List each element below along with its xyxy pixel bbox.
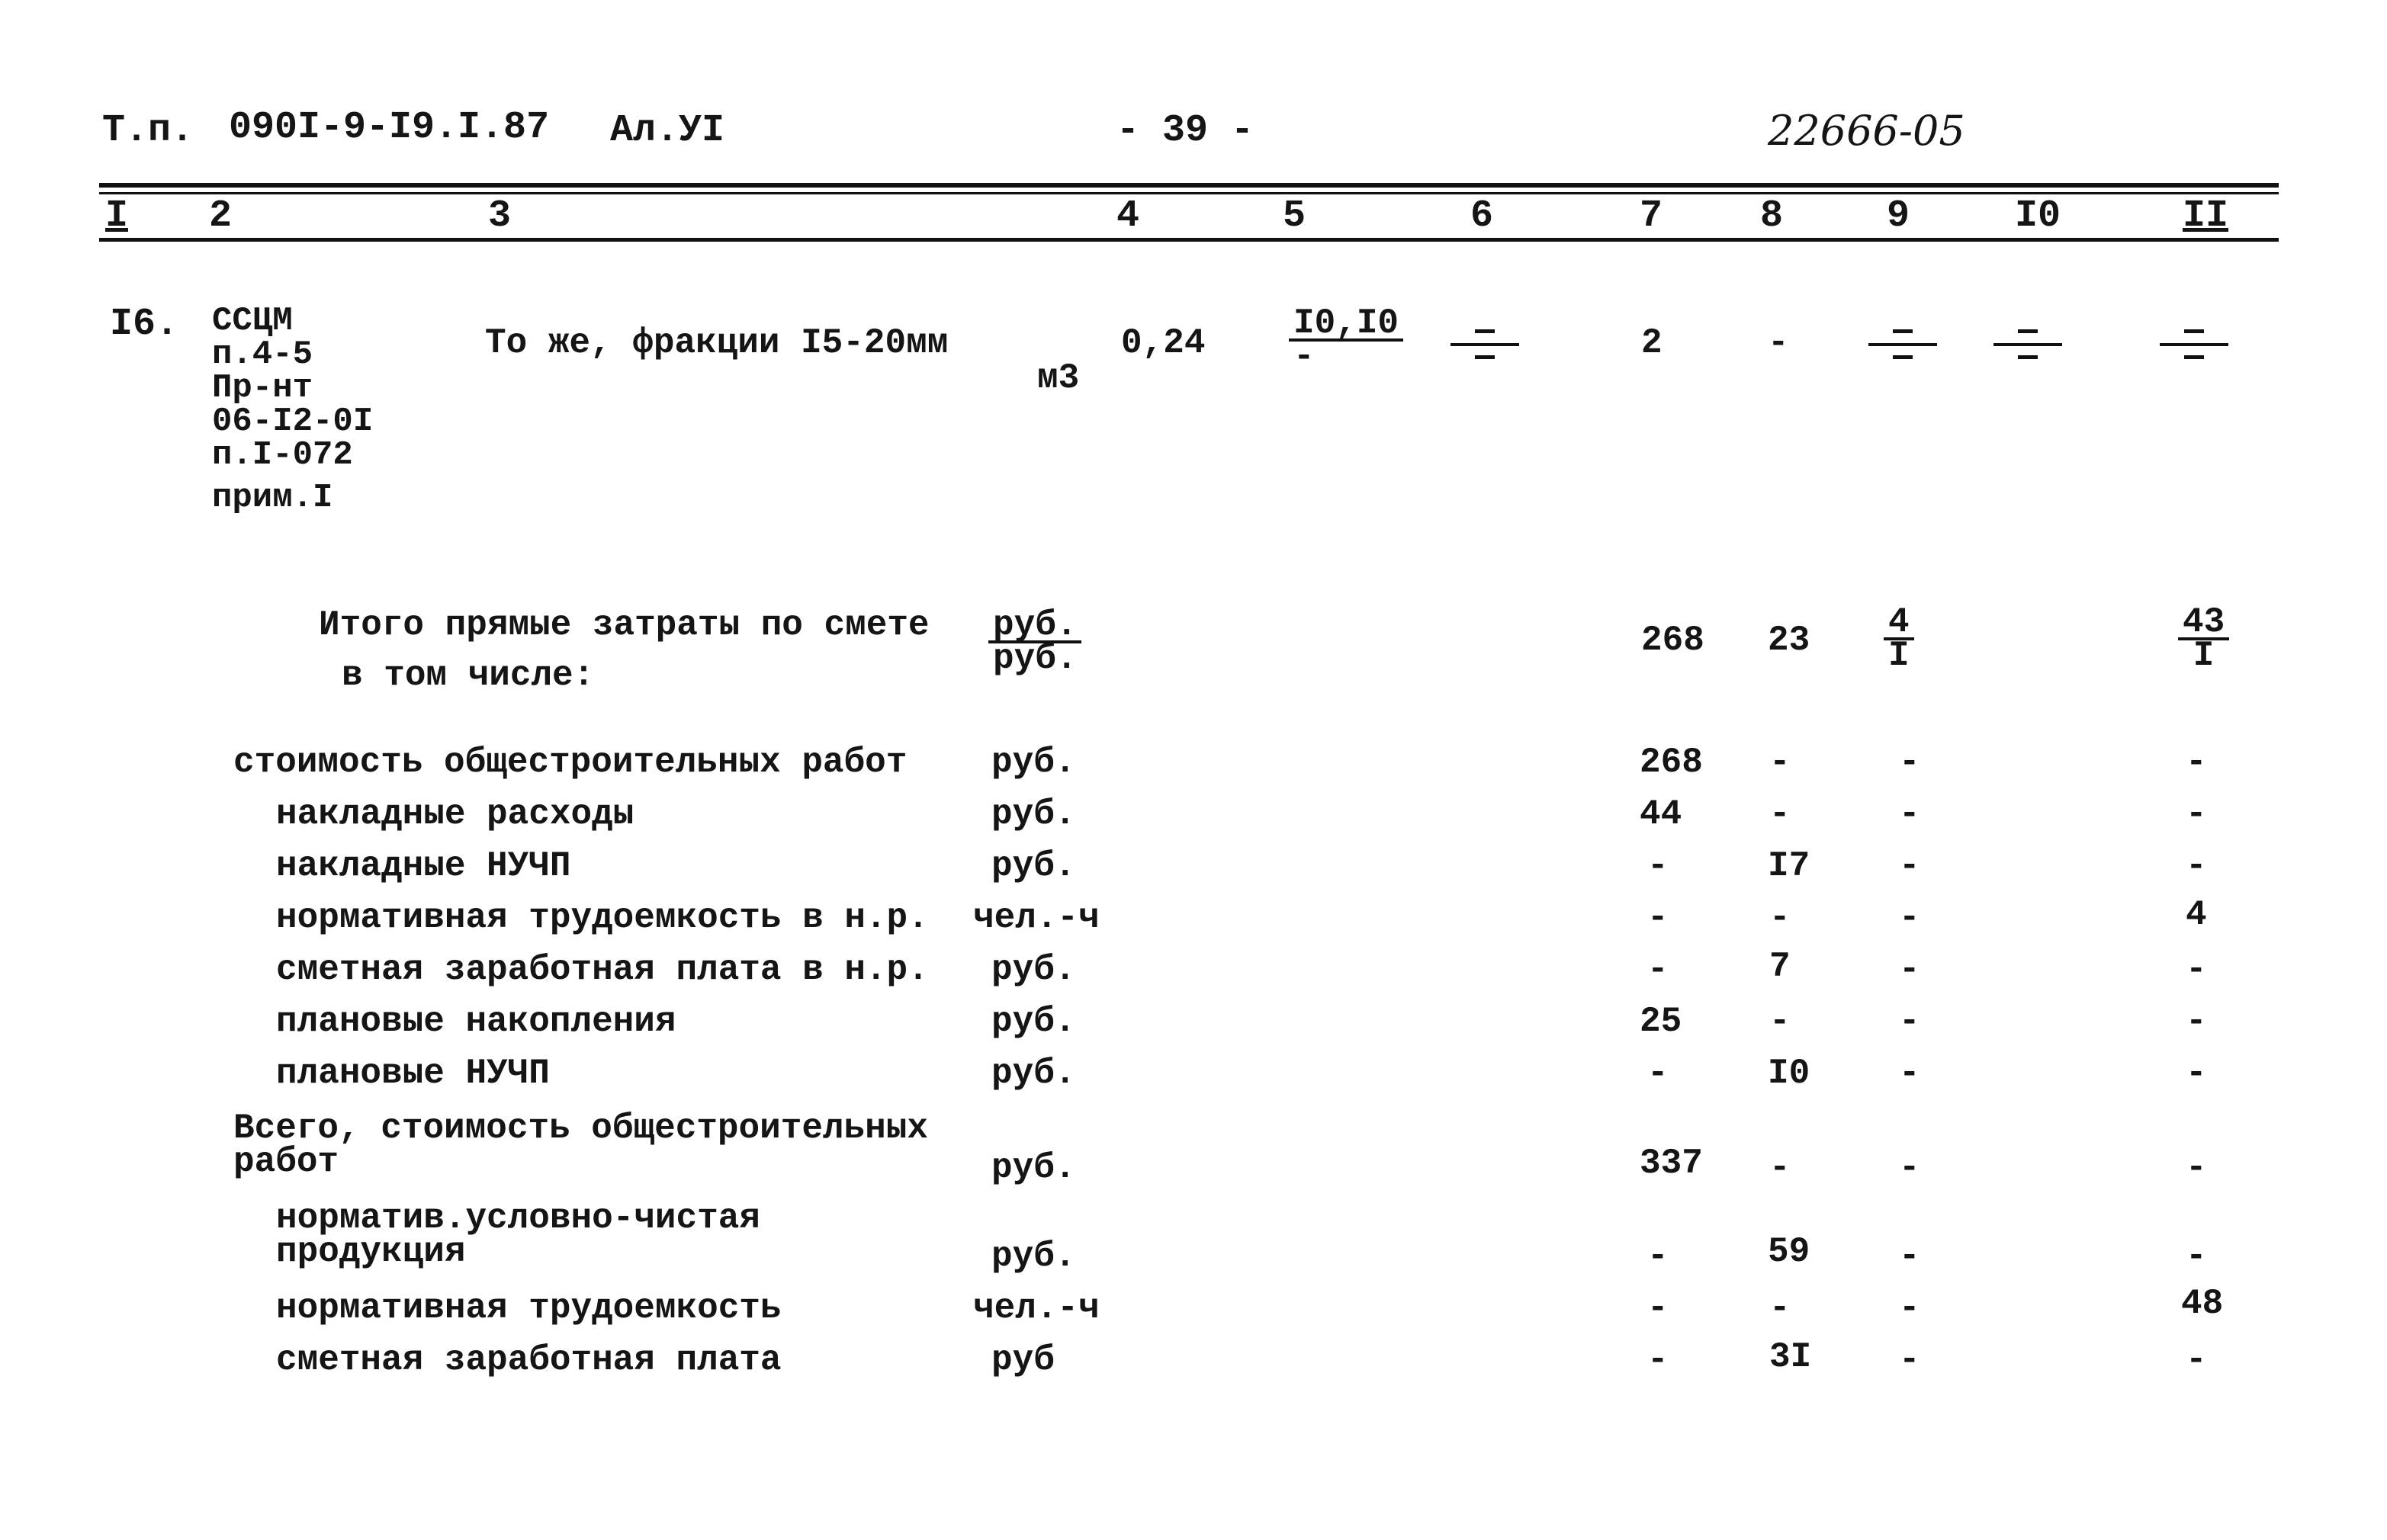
row-label: накладные расходы — [276, 794, 634, 834]
row-col9: - — [1899, 846, 1920, 886]
row-col11: 4 — [2186, 895, 2207, 935]
column-number-11: II — [2183, 194, 2229, 238]
item-number: I6. — [110, 303, 179, 346]
item-col11-dash-fraction — [2160, 329, 2228, 360]
inventory-number: 22666-05 — [1768, 107, 1965, 155]
row-label-continued: работ — [233, 1142, 339, 1182]
item-ref-1: ССЦМ — [212, 302, 293, 340]
row-col11: - — [2186, 743, 2207, 782]
row-col7: 44 — [1640, 794, 1682, 834]
row-unit: руб. — [991, 743, 1076, 782]
item-ref-4: 06-I2-0I — [212, 403, 374, 441]
row-unit: руб. — [991, 950, 1076, 990]
row-col8: I0 — [1768, 1054, 1810, 1093]
doc-code: 090I-9-I9.I.87 — [229, 106, 550, 149]
page-number: - 39 - — [1116, 109, 1255, 152]
column-number-2: 2 — [209, 194, 233, 238]
row-label-continued: продукция — [276, 1232, 466, 1272]
column-numbers-rule — [99, 238, 2279, 242]
total-col9-den: I — [1888, 636, 1910, 675]
row-unit: руб. — [991, 1054, 1076, 1093]
row-col9: - — [1899, 1054, 1920, 1093]
row-col8: - — [1769, 743, 1791, 782]
item-col7-value: 2 — [1641, 323, 1663, 363]
item-price-fraction — [1289, 303, 1403, 377]
row-col11: - — [2186, 846, 2207, 886]
total-col7-value: 268 — [1641, 621, 1704, 660]
total-unit-fraction — [988, 605, 1081, 679]
total-col11-den: I — [2193, 636, 2215, 675]
row-col8: - — [1769, 1288, 1791, 1328]
row-col7: 268 — [1640, 743, 1703, 782]
row-col7: - — [1647, 898, 1669, 938]
row-label: нормативная трудоемкость — [276, 1288, 782, 1328]
row-col11: - — [2186, 794, 2207, 834]
row-col7: - — [1647, 950, 1669, 990]
column-number-10: I0 — [2015, 194, 2061, 238]
row-col9: - — [1899, 1288, 1920, 1328]
item-col6-dash-fraction — [1451, 329, 1519, 360]
row-col9: - — [1899, 743, 1920, 782]
row-col11: - — [2186, 1148, 2207, 1188]
row-col11: - — [2186, 1002, 2207, 1041]
row-col7: 337 — [1640, 1144, 1703, 1183]
row-col7: 25 — [1640, 1002, 1682, 1041]
total-col9-num: 4 — [1884, 607, 1914, 640]
total-unit-den: руб. — [993, 639, 1078, 679]
doc-project-label: Т.п. — [102, 109, 194, 152]
row-unit: руб. — [991, 1002, 1076, 1041]
row-col9: - — [1899, 1237, 1920, 1276]
item-price-den: - — [1293, 337, 1315, 377]
album-number: Ал.УI — [610, 109, 725, 152]
item-col9-dash-fraction — [1868, 329, 1937, 360]
row-col8: - — [1769, 898, 1791, 938]
column-number-4: 4 — [1116, 194, 1140, 238]
row-col9: - — [1899, 950, 1920, 990]
row-label: сметная заработная плата — [276, 1340, 782, 1380]
row-col11: - — [2186, 1054, 2207, 1093]
total-col9-fraction — [1884, 602, 1914, 675]
row-col8: - — [1769, 1002, 1791, 1041]
total-col11-fraction — [2178, 602, 2229, 675]
total-col11-num: 43 — [2178, 607, 2229, 640]
header-rule-top — [99, 183, 2279, 188]
row-label: плановые НУЧП — [276, 1054, 550, 1093]
row-col7: - — [1647, 846, 1669, 886]
row-col11: - — [2186, 950, 2207, 990]
row-unit: руб — [991, 1340, 1055, 1380]
row-col9: - — [1899, 1340, 1920, 1380]
item-ref-3: Пр-нт — [212, 369, 313, 407]
header-rule-thin — [99, 192, 2279, 194]
row-col11: - — [2186, 1237, 2207, 1276]
row-col7: - — [1647, 1288, 1669, 1328]
item-ref-6: прим.I — [212, 479, 333, 517]
row-col9: - — [1899, 1002, 1920, 1041]
column-number-7: 7 — [1640, 194, 1663, 238]
row-col8: I7 — [1768, 846, 1810, 886]
column-number-9: 9 — [1887, 194, 1910, 238]
row-label: плановые накопления — [276, 1002, 676, 1041]
item-col10-dash-fraction — [1993, 329, 2062, 360]
column-number-3: 3 — [488, 194, 512, 238]
item-quantity: 0,24 — [1121, 323, 1206, 363]
row-unit: руб. — [991, 794, 1076, 834]
row-col8: 59 — [1768, 1232, 1810, 1272]
item-ref-5: п.I-072 — [212, 436, 353, 474]
row-unit: руб. — [991, 1148, 1076, 1188]
row-col8: 7 — [1769, 947, 1791, 987]
total-unit-num: руб. — [988, 610, 1081, 643]
item-unit: м3 — [1037, 358, 1080, 398]
row-col9: - — [1899, 794, 1920, 834]
row-col11: 48 — [2181, 1284, 2224, 1323]
column-number-6: 6 — [1470, 194, 1494, 238]
column-number-8: 8 — [1760, 194, 1784, 238]
item-ref-2: п.4-5 — [212, 335, 313, 374]
column-number-1: I — [105, 194, 129, 238]
row-col11: - — [2186, 1340, 2207, 1380]
row-col7: - — [1647, 1237, 1669, 1276]
row-unit: руб. — [991, 846, 1076, 886]
total-label-line2: в том числе: — [342, 656, 595, 695]
row-col9: - — [1899, 898, 1920, 938]
row-col7: - — [1647, 1340, 1669, 1380]
row-label: норматив.условно-чистая — [276, 1198, 760, 1238]
row-label: стоимость общестроительных работ — [233, 743, 908, 782]
row-label: сметная заработная плата в н.р. — [276, 950, 929, 990]
column-number-5: 5 — [1283, 194, 1306, 238]
item-name: То же, фракции I5-20мм — [485, 323, 949, 363]
row-label: нормативная трудоемкость в н.р. — [276, 898, 929, 938]
row-unit: чел.-ч — [973, 1288, 1100, 1328]
row-col8: 3I — [1769, 1337, 1812, 1377]
row-label: накладные НУЧП — [276, 846, 571, 886]
row-unit: чел.-ч — [973, 898, 1100, 938]
row-col7: - — [1647, 1054, 1669, 1093]
row-unit: руб. — [991, 1237, 1076, 1276]
row-col8: - — [1769, 794, 1791, 834]
row-col9: - — [1899, 1148, 1920, 1188]
row-label: Всего, стоимость общестроительных — [233, 1108, 928, 1148]
total-label-line1: Итого прямые затраты по смете — [319, 605, 930, 645]
item-col8-value: - — [1768, 323, 1789, 363]
row-col8: - — [1769, 1148, 1791, 1188]
total-col8-value: 23 — [1768, 621, 1810, 660]
item-price-num: I0,I0 — [1289, 308, 1403, 342]
